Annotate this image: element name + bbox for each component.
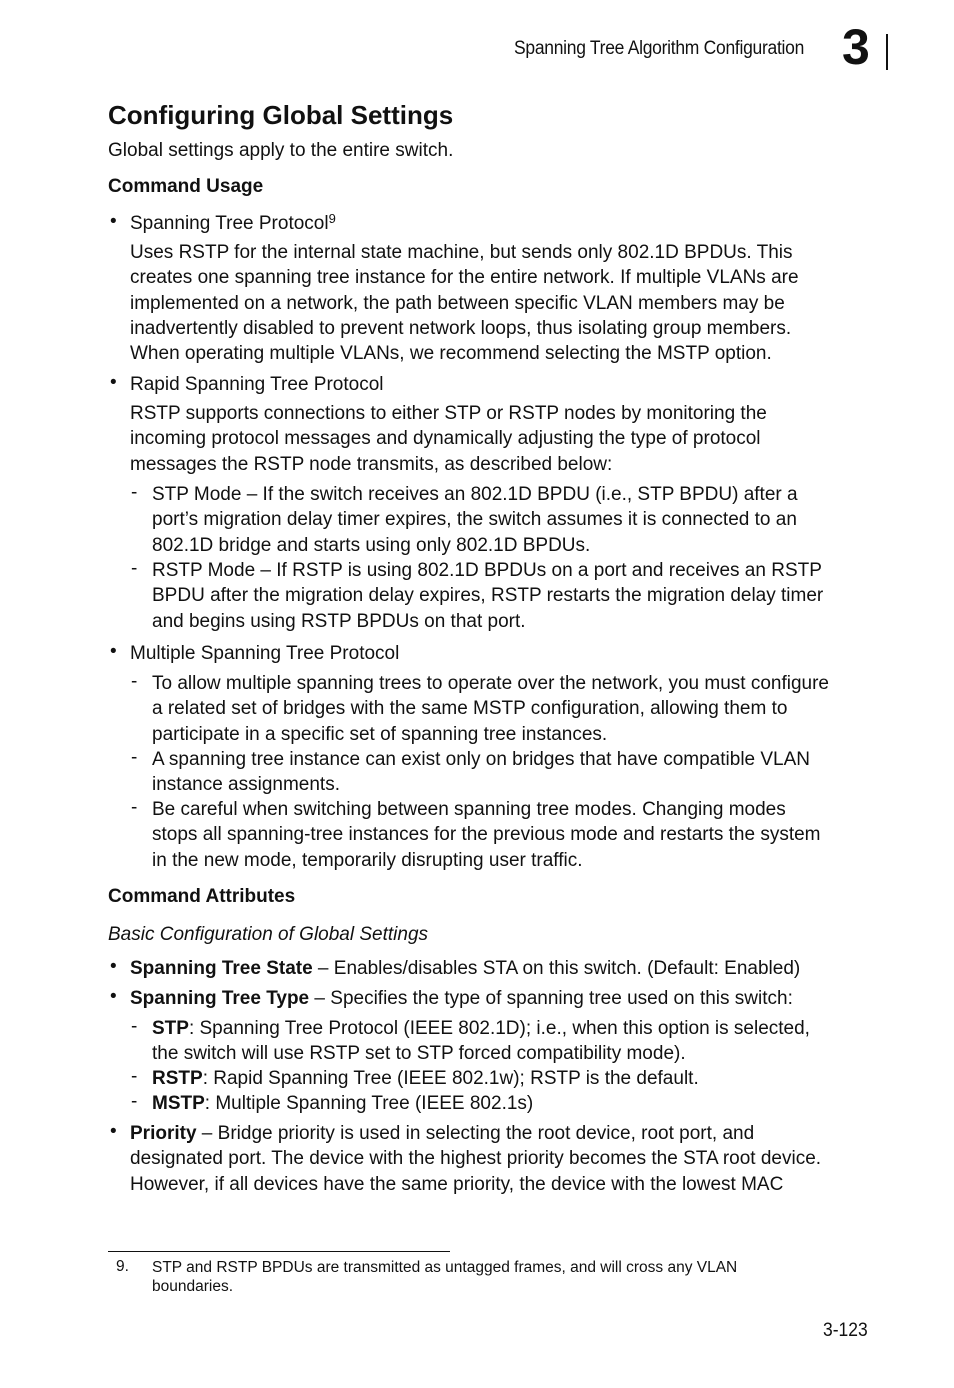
- bullet-marker: •: [110, 641, 117, 662]
- attribute-desc: – Enables/disables STA on this switch. (Default: Enabled): [312, 958, 801, 979]
- sub-line: A spanning tree instance can exist only on bridges that have compatible VLAN: [152, 749, 811, 770]
- bullet-marker: •: [110, 211, 117, 232]
- sub-line: Be careful when switching between spanning tree modes. Changing modes: [152, 799, 786, 820]
- bullet-marker: •: [110, 986, 117, 1007]
- stp-line: implemented on a network, the path between specific VLAN members may be: [130, 292, 785, 314]
- mstp-sub-2: [152, 747, 810, 798]
- type-option-mstp: [152, 1091, 533, 1116]
- attribute-desc-line: designated port. The device with the highest priority becomes the STA root device.: [130, 1148, 822, 1170]
- footnote-line: boundaries.: [152, 1278, 234, 1295]
- dash-marker: -: [131, 671, 138, 692]
- page-number: 3-123: [823, 1320, 868, 1341]
- rstp-line: messages the RSTP node transmits, as described below:: [130, 453, 613, 475]
- type-option-stp: [152, 1016, 810, 1067]
- attribute-desc: – Specifies the type of spanning tree used on this switch:: [309, 988, 793, 1009]
- attribute-term: Priority: [130, 1123, 197, 1144]
- sub-line: instance assignments.: [152, 774, 340, 796]
- dash-marker: -: [131, 1091, 138, 1112]
- attributes-subheading: Basic Configuration of Global Settings: [108, 924, 429, 945]
- sub-line: a related set of bridges with the same MSTP configuration, allowing them to: [152, 698, 788, 720]
- mstp-bullet-title: Multiple Spanning Tree Protocol: [130, 643, 400, 664]
- mstp-sub-3: [152, 797, 821, 873]
- stp-line: inadvertently disabled to prevent network loops, thus isolating group members.: [130, 317, 792, 339]
- sub-line: participate in a specific set of spanning tree instances.: [152, 723, 608, 745]
- sub-line: STP Mode – If the switch receives an 802.1D BPDU (i.e., STP BPDU) after a: [152, 484, 798, 505]
- option-term: STP: [152, 1018, 189, 1039]
- stp-title-text: Spanning Tree Protocol: [130, 213, 329, 234]
- footnote-line: STP and RSTP BPDUs are transmitted as untagged frames, and will cross any VLAN: [152, 1259, 738, 1276]
- rstp-sub-rstp-mode: [152, 558, 823, 634]
- stp-line: creates one spanning tree instance for the entire network. If multiple VLANs are: [130, 267, 799, 289]
- stp-bullet-title: [130, 211, 336, 236]
- sub-line: in the new mode, temporarily disrupting user traffic.: [152, 849, 583, 871]
- footnote-rule: [108, 1251, 450, 1252]
- stp-line: When operating multiple VLANs, we recommend selecting the MSTP option.: [130, 343, 772, 365]
- spanning-tree-state-item: [130, 956, 800, 981]
- footnote-number: 9.: [116, 1258, 129, 1275]
- sub-line: port’s migration delay timer expires, the switch assumes it is connected to an: [152, 509, 797, 531]
- priority-item: [130, 1121, 821, 1197]
- spanning-tree-type-item: [130, 986, 793, 1011]
- sub-line: RSTP Mode – If RSTP is using 802.1D BPDUs on a port and receives an RSTP: [152, 560, 822, 581]
- dash-marker: -: [131, 558, 138, 579]
- bullet-marker: •: [110, 1121, 117, 1142]
- dash-marker: -: [131, 797, 138, 818]
- footnote-text: [152, 1258, 737, 1296]
- mstp-sub-1: [152, 671, 829, 747]
- attribute-term: Spanning Tree State: [130, 958, 313, 979]
- option-desc: : Multiple Spanning Tree (IEEE 802.1s): [204, 1093, 534, 1114]
- stp-line: Uses RSTP for the internal state machine, but sends only 802.1D BPDUs. This: [130, 242, 793, 263]
- option-term: MSTP: [152, 1093, 205, 1114]
- dash-marker: -: [131, 1016, 138, 1037]
- option-term: RSTP: [152, 1068, 203, 1089]
- bullet-marker: •: [110, 956, 117, 977]
- attribute-desc: – Bridge priority is used in selecting the root device, root port, and: [196, 1123, 755, 1144]
- chapter-divider: [886, 34, 888, 70]
- section-intro: Global settings apply to the entire switch.: [108, 140, 454, 161]
- type-option-rstp: [152, 1066, 699, 1091]
- dash-marker: -: [131, 482, 138, 503]
- sub-line: stops all spanning-tree instances for the previous mode and restarts the system: [152, 824, 821, 846]
- sub-line: BPDU after the migration delay expires, RSTP restarts the migration delay timer: [152, 585, 824, 607]
- attribute-desc-line: However, if all devices have the same priority, the device with the lowest MAC: [130, 1173, 784, 1195]
- dash-marker: -: [131, 1066, 138, 1087]
- sub-line: 802.1D bridge and starts using only 802.1D BPDUs.: [152, 534, 591, 556]
- sub-line: To allow multiple spanning trees to operate over the network, you must configure: [152, 673, 829, 694]
- footnote-ref: 9: [328, 211, 336, 226]
- rstp-line: incoming protocol messages and dynamically adjusting the type of protocol: [130, 428, 761, 450]
- dash-marker: -: [131, 747, 138, 768]
- option-desc: : Rapid Spanning Tree (IEEE 802.1w); RSTP is the default.: [202, 1068, 699, 1089]
- attribute-term: Spanning Tree Type: [130, 988, 310, 1009]
- command-attributes-heading: Command Attributes: [108, 886, 296, 907]
- rstp-line: RSTP supports connections to either STP or RSTP nodes by monitoring the: [130, 403, 767, 424]
- chapter-number: 3: [842, 19, 870, 75]
- sub-line: and begins using RSTP BPDUs on that port.: [152, 610, 526, 632]
- command-usage-heading: Command Usage: [108, 176, 264, 197]
- rstp-description: [130, 401, 767, 477]
- option-desc: : Spanning Tree Protocol (IEEE 802.1D); i.e., when this option is selected,: [188, 1018, 810, 1039]
- rstp-sub-stp-mode: [152, 482, 798, 558]
- rstp-bullet-title: Rapid Spanning Tree Protocol: [130, 374, 384, 395]
- stp-description: [130, 240, 799, 366]
- section-title: Configuring Global Settings: [108, 100, 454, 130]
- option-desc-line: the switch will use RSTP set to STP forced compatibility mode).: [152, 1043, 686, 1065]
- bullet-marker: •: [110, 372, 117, 393]
- running-header-title: Spanning Tree Algorithm Configuration: [514, 38, 805, 59]
